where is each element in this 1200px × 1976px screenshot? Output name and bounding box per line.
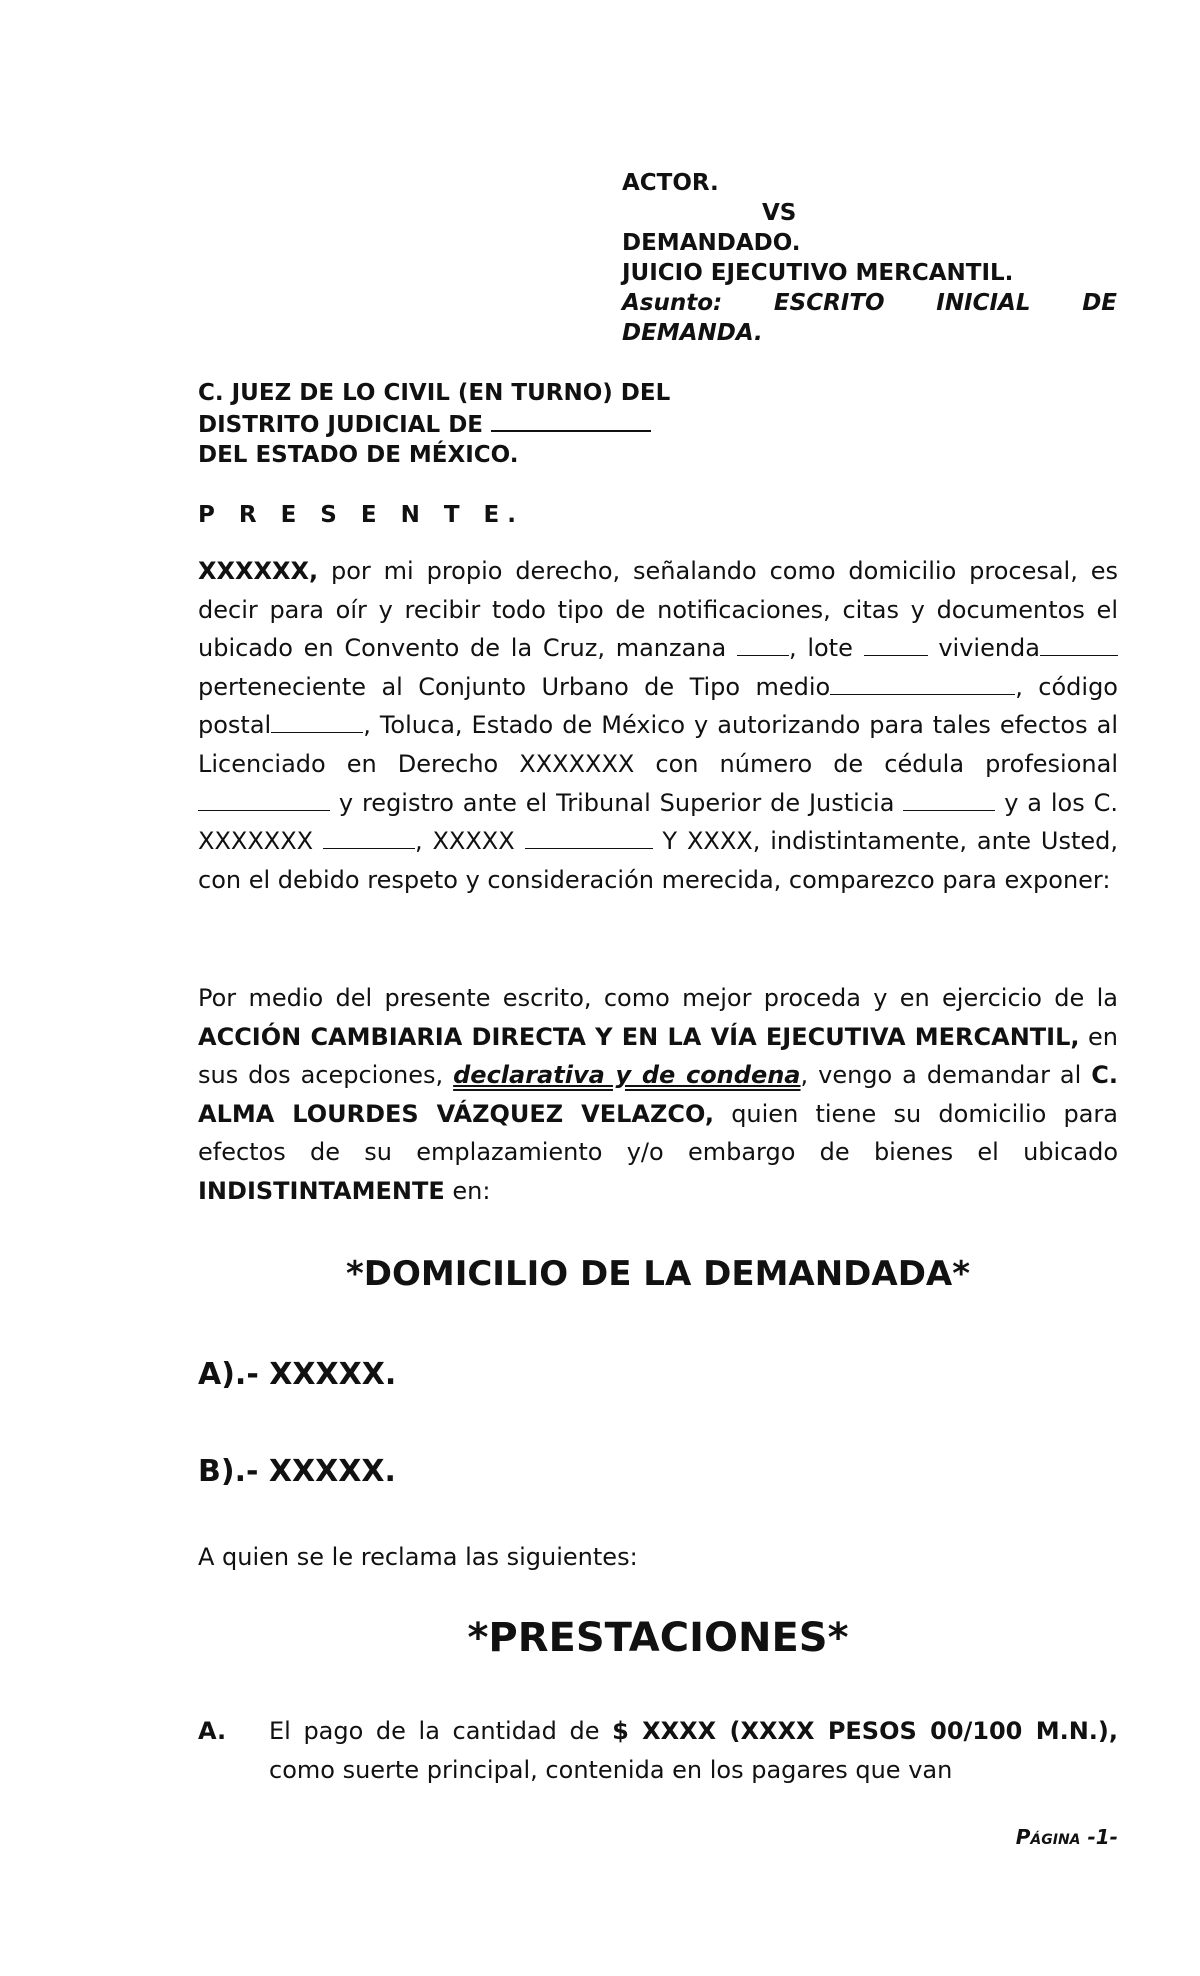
- paragraph-text: como suerte principal, contenida en los pagares que van: [269, 1755, 953, 1784]
- judge-line-2: [198, 408, 758, 440]
- header-asunto-continued: DEMANDA.: [622, 320, 763, 346]
- judge-address: [198, 378, 758, 470]
- paragraph-text: Y XXXX, indistintamente, ante Usted, con el debido respeto y consideración merecida, comparezco para exponer:: [198, 827, 1119, 894]
- prestaciones-heading: *PRESTACIONES*: [467, 1615, 849, 1661]
- presente-heading: P R E S E N T E.: [198, 502, 524, 528]
- paragraph-text: vivienda: [927, 634, 1040, 663]
- prestaciones-list: [198, 1712, 1118, 1789]
- header-vs: VS: [762, 200, 797, 226]
- district-blank: [491, 408, 651, 432]
- address-b: B).- XXXXX.: [198, 1454, 396, 1489]
- paragraph-text: y registro ante el Tribunal Superior de Justicia: [330, 788, 904, 817]
- paragraph-text: y a los C. XXXXXXX: [198, 788, 1118, 856]
- paragraph-text: quien tiene su domicilio para efectos de su emplazamiento y/o embargo de bienes el ubicado: [198, 1099, 1118, 1167]
- paragraph-text: perteneciente al Conjunto Urbano de Tipo medio: [198, 672, 831, 701]
- judge-line-1: C. JUEZ DE LO CIVIL (EN TURNO) DEL: [198, 380, 671, 406]
- item-letter: A.: [198, 1717, 227, 1745]
- medio-blank: [830, 674, 1015, 695]
- paragraph-text: , vengo a demandar al: [800, 1061, 1092, 1090]
- cedula-blank: [198, 790, 330, 811]
- paragraph-text: , Toluca, Estado de México y autorizando para tales efectos al Licenciado en Derecho XXXXXXX con número de cédula profesional: [198, 711, 1118, 778]
- item-text: [269, 1712, 1118, 1789]
- page-number: [1016, 1824, 1118, 1850]
- judge-district-label: DISTRITO JUDICIAL DE: [198, 412, 484, 438]
- address-a: A).- XXXXX.: [198, 1357, 397, 1392]
- plaintiff-name: XXXXXX,: [198, 557, 319, 585]
- header-actor: ACTOR.: [622, 170, 719, 196]
- intro-paragraph: [198, 552, 1118, 899]
- codigo-postal-blank: [271, 712, 363, 733]
- reclama-text: A quien se le reclama las siguientes:: [198, 1543, 638, 1571]
- header-demandado: DEMANDADO.: [622, 230, 801, 256]
- action-paragraph: [198, 979, 1118, 1211]
- paragraph-text: en:: [444, 1176, 491, 1205]
- judge-line-3: DEL ESTADO DE MÉXICO.: [198, 442, 519, 468]
- paragraph-text: El pago de la cantidad de: [269, 1717, 613, 1745]
- header-asunto: Asunto: ESCRITO INICIAL DE: [622, 290, 1117, 316]
- lote-blank: [864, 635, 928, 656]
- page-label: Página: [1015, 1825, 1081, 1849]
- case-header: [622, 168, 1117, 348]
- manzana-blank: [737, 635, 789, 656]
- paragraph-text: , lote: [788, 634, 864, 663]
- action-name: ACCIÓN CAMBIARIA DIRECTA Y EN LA VÍA EJECUTIVA MERCANTIL,: [198, 1022, 1080, 1051]
- paragraph-text: , código postal: [198, 672, 1118, 740]
- tribunal-blank: [903, 790, 995, 811]
- paragraph-text: en sus dos acepciones,: [198, 1022, 1118, 1090]
- paragraph-text: , XXXXX: [414, 827, 525, 856]
- authorized-2-blank: [525, 828, 653, 849]
- vivienda-blank: [1040, 635, 1118, 656]
- indistintamente-text: INDISTINTAMENTE: [198, 1176, 445, 1205]
- list-item: [198, 1712, 1118, 1789]
- domicilio-heading: *DOMICILIO DE LA DEMANDADA*: [345, 1254, 971, 1294]
- acepciones-emphasis: declarativa y de condena: [453, 1061, 801, 1090]
- amount-text: $ XXXX (XXXX PESOS 00/100 M.N.),: [612, 1717, 1119, 1745]
- authorized-1-blank: [323, 828, 415, 849]
- paragraph-text: Por medio del presente escrito, como mejor proceda y en ejercicio de la: [198, 984, 1118, 1012]
- defendant-name: C. ALMA LOURDES VÁZQUEZ VELAZCO,: [198, 1061, 1118, 1128]
- paragraph-text: por mi propio derecho, señalando como domicilio procesal, es decir para oír y recibir todo tipo de notificaciones, citas y documentos el ubicado en Convento de la Cruz, manzana: [198, 557, 1118, 663]
- header-juicio: JUICIO EJECUTIVO MERCANTIL.: [622, 260, 1014, 286]
- page-number-value: -1-: [1087, 1825, 1118, 1849]
